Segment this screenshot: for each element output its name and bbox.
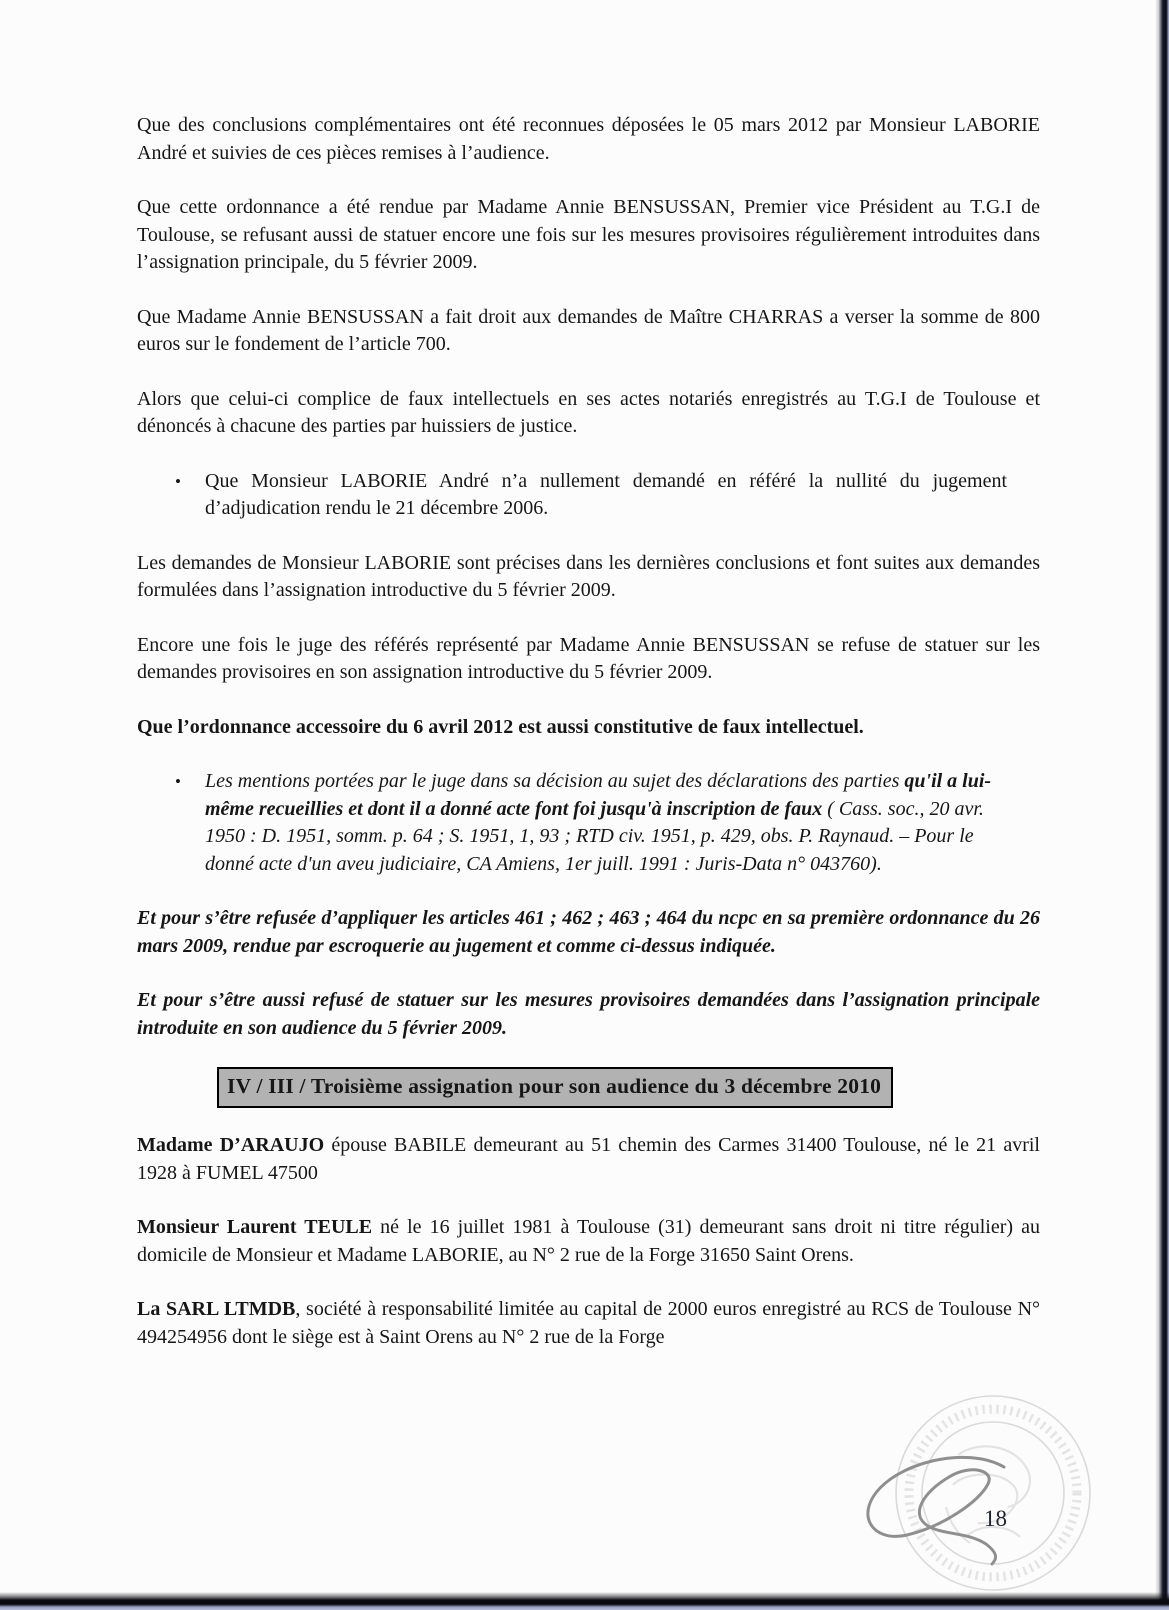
paragraph <box>137 1132 1040 1187</box>
page-number: 18 <box>984 1506 1007 1531</box>
text-run: Et pour s’être aussi refusé de statuer sur les mesures provisoires demandées dans l’assignation principale introduite en son audience du 5 février 2009. <box>137 989 1040 1039</box>
text-run: La SARL LTMDB <box>137 1298 296 1321</box>
text-run: IV / III / Troisième assignation pour son audience du 3 décembre 2010 <box>227 1074 882 1098</box>
bullet-icon: • <box>175 772 181 791</box>
paragraph <box>137 905 1040 960</box>
paragraph <box>137 1214 1040 1269</box>
circular-stamp-icon <box>858 1385 1128 1605</box>
bullet-text <box>205 768 1007 878</box>
text-run: qu'il a lui-même recueillies et dont il a donné acte font foi jusqu'à inscription de faux <box>205 770 992 820</box>
text-run: Alors que celui-ci complice de faux intellectuels en ses actes notariés enregistrés au T.G.I de Toulouse et dénoncés à chacune des parties par huissiers de justice. <box>137 387 1040 437</box>
text-run: Les demandes de Monsieur LABORIE sont précises dans les dernières conclusions et font suites aux demandes formulées dans l’assignation introductive du 5 février 2009. <box>137 551 1040 601</box>
bullet-text <box>205 468 1007 523</box>
text-run: Et pour s’être refusée d’appliquer les articles 461 ; 462 ; 463 ; 464 du ncpc en sa première ordonnance du 26 mars 2009, rendue par escroquerie au jugement et comme ci-dessus indiquée. <box>137 907 1040 957</box>
paragraph <box>137 1296 1040 1351</box>
text-run: Madame D’ARAUJO <box>137 1134 332 1157</box>
paragraph <box>137 386 1040 441</box>
section-heading <box>137 1067 1040 1108</box>
paragraph <box>137 714 1040 742</box>
paragraph <box>137 194 1040 277</box>
text-run: Que Madame Annie BENSUSSAN a fait droit aux demandes de Maître CHARRAS a verser la somme de 800 euros sur le fondement de l’article 700. <box>137 305 1040 355</box>
bullet-paragraph <box>175 468 1007 523</box>
paragraph <box>137 632 1040 687</box>
document-body <box>137 112 1040 1378</box>
text-run: épouse BABILE demeurant au 51 chemin des Carmes 31400 Toulouse, né le 21 avril 1928 à FUMEL 47500 <box>137 1134 1040 1184</box>
text-run: ( Cass. soc., 20 avr. 1950 : D. 1951, somm. p. 64 ; S. 1951, 1, 93 ; RTD civ. 1951, p. 429, obs. P. Raynaud. – Pour le donné acte d'un aveu judiciaire, CA Amiens, 1er juill. 1991 : Juris-Data n° 043760). <box>205 797 984 875</box>
text-run: , société à responsabilité limitée au capital de 2000 euros enregistré au RCS de Toulouse N° 494254956 dont le siège est à Saint Orens au N° 2 rue de la Forge <box>137 1298 1041 1348</box>
text-run: Que des conclusions complémentaires ont été reconnues déposées le 05 mars 2012 par Monsieur LABORIE André et suivies de ces pièces remises à l’audience. <box>137 114 1040 164</box>
text-run: Encore une fois le juge des référés représenté par Madame Annie BENSUSSAN se refuse de statuer sur les demandes provisoires en son assignation introductive du 5 février 2009. <box>137 633 1040 683</box>
paragraph <box>137 304 1040 359</box>
text-run: Que l’ordonnance accessoire du 6 avril 2012 est aussi constitutive de faux intellectuel. <box>137 715 864 738</box>
bullet-icon: • <box>175 471 181 491</box>
text-run: Monsieur Laurent TEULE <box>137 1216 381 1239</box>
paragraph <box>137 987 1040 1042</box>
section-heading-box <box>217 1067 893 1108</box>
paragraph <box>137 112 1040 167</box>
bullet-paragraph <box>175 768 1007 878</box>
text-run: né le 16 juillet 1981 à Toulouse (31) demeurant sans droit ni titre régulier) au domicile de Monsieur et Madame LABORIE, au N° 2 rue de la Forge 31650 Saint Orens. <box>137 1216 1041 1266</box>
paragraph <box>137 550 1040 605</box>
text-run: Les mentions portées par le juge dans sa décision au sujet des déclarations des parties <box>205 770 905 792</box>
scan-edge-right <box>1155 0 1169 1610</box>
text-run: Que Monsieur LABORIE André n’a nullement demandé en référé la nullité du jugement d’adjudication rendu le 21 décembre 2006. <box>205 469 1007 519</box>
stamp-area <box>858 1385 1128 1605</box>
scan-edge-bottom <box>0 1592 1169 1610</box>
text-run: Que cette ordonnance a été rendue par Madame Annie BENSUSSAN, Premier vice Président au T.G.I de Toulouse, se refusant aussi de statuer encore une fois sur les mesures provisoires régulièrement introduites dans l’assignation principale, du 5 février 2009. <box>137 196 1040 273</box>
